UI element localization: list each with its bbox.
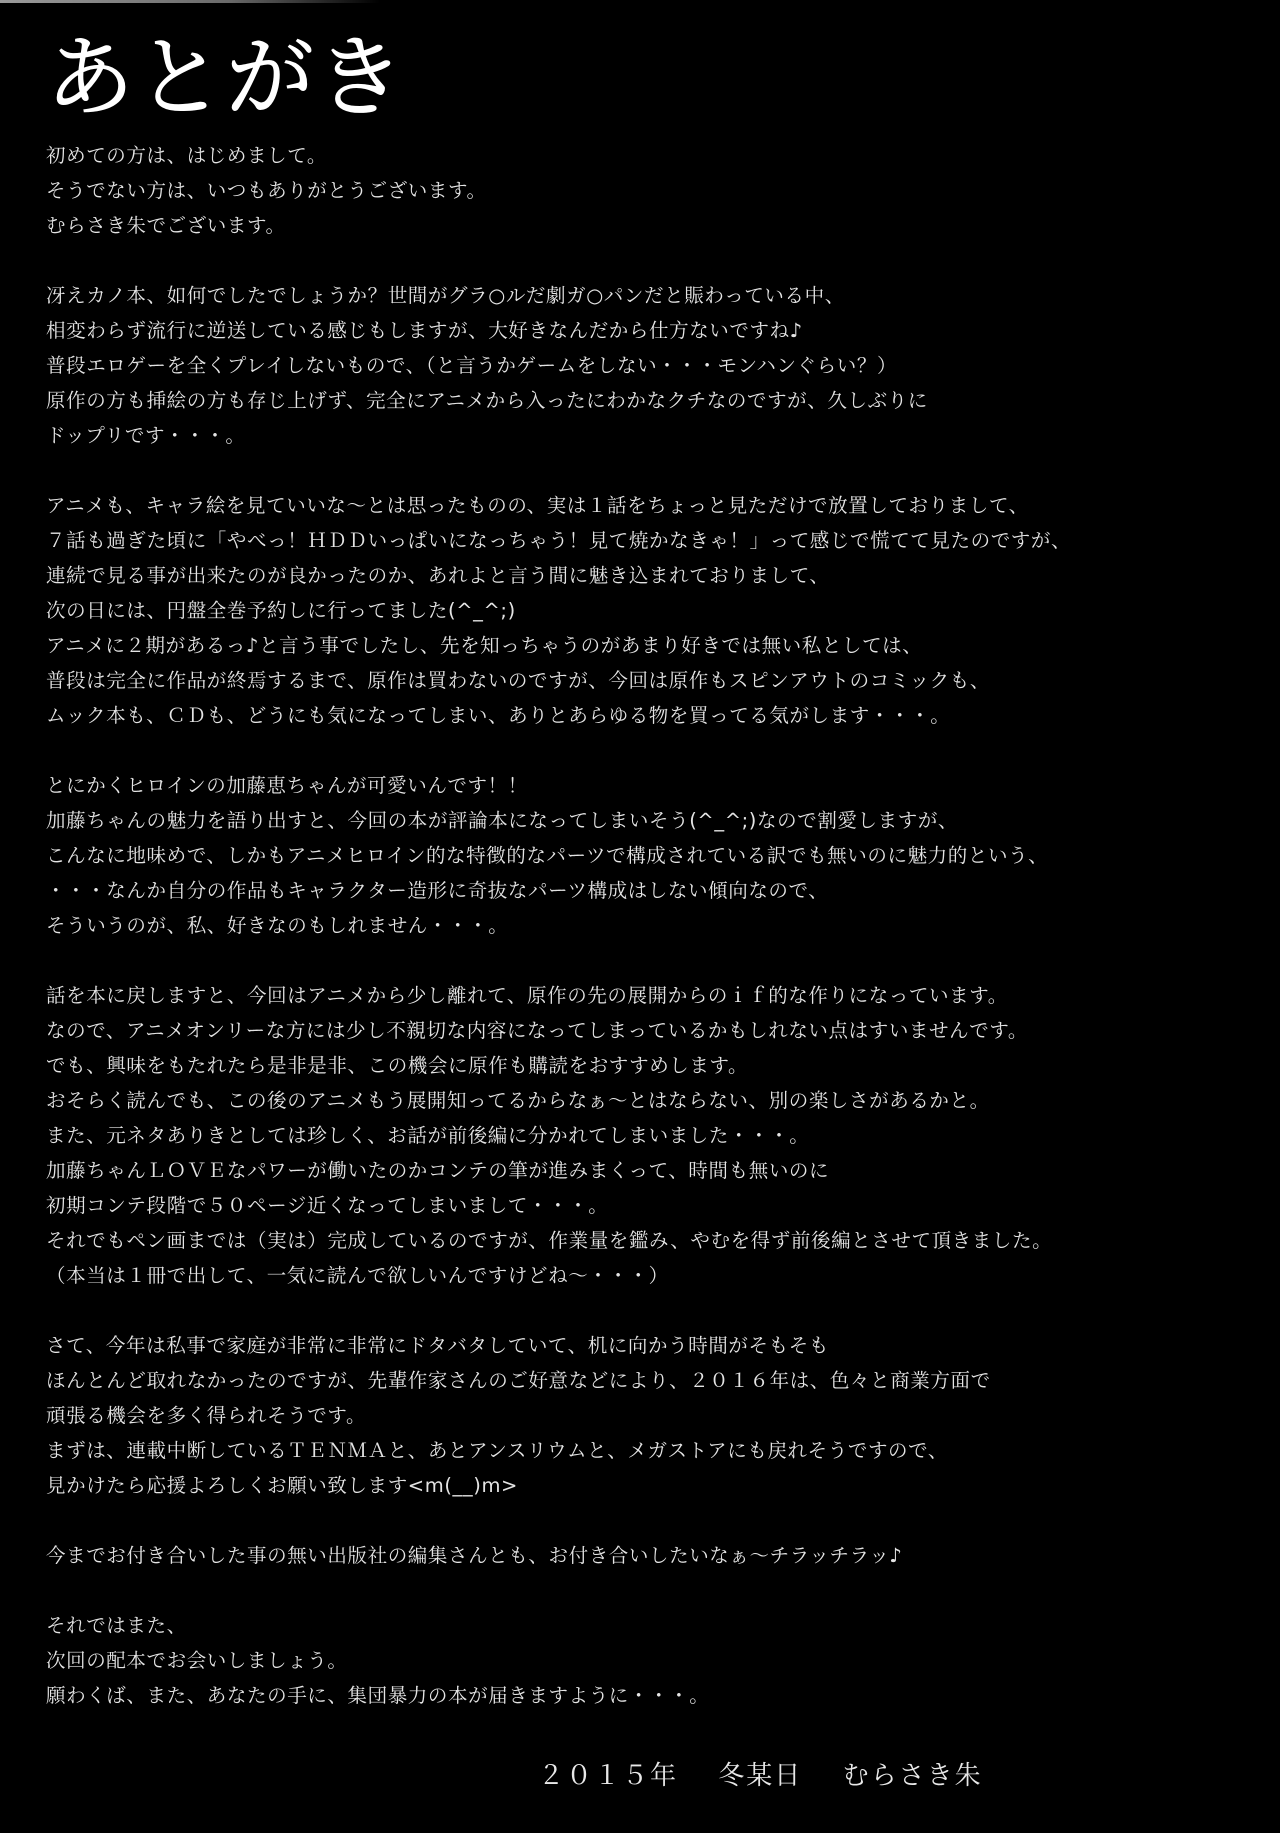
paragraph-closing bbox=[46, 1608, 1266, 1713]
paragraph-news bbox=[46, 1328, 1266, 1503]
paragraph-heroine bbox=[46, 768, 1266, 943]
text-line: ドップリです・・・。 bbox=[46, 424, 246, 447]
signature-author: むらさき朱 bbox=[842, 1761, 983, 1791]
text-line: それではまた、 bbox=[46, 1614, 187, 1637]
text-line: そういうのが、私、好きなのもしれません・・・。 bbox=[46, 914, 509, 937]
text-line: アニメに２期があるっ♪と言う事でしたし、先を知っちゃうのがあまり好きでは無い私としては、 bbox=[46, 634, 923, 657]
paragraph-greeting bbox=[46, 138, 1266, 243]
text-line: 今までお付き合いした事の無い出版社の編集さんとも、お付き合いしたいなぁ～チラッチラッ♪ bbox=[46, 1544, 903, 1567]
text-line: 頑張る機会を多く得られそうです。 bbox=[46, 1404, 367, 1427]
text-line: 連続で見る事が出来たのが良かったのか、あれよと言う間に魅き込まれておりまして、 bbox=[46, 564, 830, 587]
text-line: 次回の配本でお会いしましょう。 bbox=[46, 1649, 348, 1672]
paragraph-anime bbox=[46, 488, 1266, 733]
text-line: まずは、連載中断しているＴＥＮＭＡと、あとアンスリウムと、メガストアにも戻れそうですので、 bbox=[46, 1439, 948, 1462]
paragraph-intro bbox=[46, 278, 1266, 453]
text-line: おそらく読んでも、この後のアニメもう展開知ってるからなぁ～とはならない、別の楽しさがあるかと。 bbox=[46, 1089, 990, 1112]
signature bbox=[538, 1758, 983, 1794]
afterword-body bbox=[46, 138, 1266, 1748]
paragraph-book bbox=[46, 978, 1266, 1293]
text-line: 見かけたら応援よろしくお願い致します<m(__)m> bbox=[46, 1474, 518, 1497]
text-line: とにかくヒロインの加藤恵ちゃんが可愛いんです！！ bbox=[46, 774, 528, 797]
text-line: でも、興味をもたれたら是非是非、この機会に原作も購読をおすすめします。 bbox=[46, 1054, 749, 1077]
text-line: 願わくば、また、あなたの手に、集団暴力の本が届きますように・・・。 bbox=[46, 1684, 710, 1707]
text-line: また、元ネタありきとしては珍しく、お話が前後編に分かれてしまいました・・・。 bbox=[46, 1124, 810, 1147]
text-line: 加藤ちゃんＬＯＶＥなパワーが働いたのかコンテの筆が進みまくって、時間も無いのに bbox=[46, 1159, 830, 1182]
text-line: むらさき朱でございます。 bbox=[46, 214, 286, 237]
text-line: ７話も過ぎた頃に「やべっ！ＨＤＤいっぱいになっちゃう！見て焼かなきゃ！」って感じで慌てて見たのですが、 bbox=[46, 529, 1072, 552]
text-line: 初めての方は、はじめまして。 bbox=[46, 144, 328, 167]
text-line: こんなに地味めで、しかもアニメヒロイン的な特徴的なパーツで構成されている訳でも無いのに魅力的という、 bbox=[46, 844, 1049, 867]
text-line: 冴えカノ本、如何でしたでしょうか？世間がグラ○ルだ劇ガ○パンだと賑わっている中、 bbox=[46, 284, 845, 307]
text-line: 相変わらず流行に逆送している感じもしますが、大好きなんだから仕方ないですね♪ bbox=[46, 319, 803, 342]
text-line: ほんとんど取れなかったのですが、先輩作家さんのご好意などにより、２０１６年は、色々と商業方面で bbox=[46, 1369, 991, 1392]
signature-date: ２０１５年 bbox=[538, 1761, 679, 1791]
paragraph-aside bbox=[46, 1538, 1266, 1573]
text-line: 普段エロゲーを全くプレイしないもので、（と言うかゲームをしない・・・モンハンぐらい？） bbox=[46, 354, 898, 377]
text-line: ムック本も、ＣＤも、どうにも気になってしまい、ありとあらゆる物を買ってる気がします・・・。 bbox=[46, 704, 951, 727]
text-line: そうでない方は、いつもありがとうございます。 bbox=[46, 179, 487, 202]
text-line: アニメも、キャラ絵を見ていいな～とは思ったものの、実は１話をちょっと見ただけで放置しておりまして、 bbox=[46, 494, 1029, 517]
text-line: （本当は１冊で出して、一気に読んで欲しいんですけどね～・・・） bbox=[46, 1264, 669, 1287]
text-line: 普段は完全に作品が終焉するまで、原作は買わないのですが、今回は原作もスピンアウトのコミックも、 bbox=[46, 669, 990, 692]
signature-season: 冬某日 bbox=[718, 1761, 803, 1791]
page-title: あとがき bbox=[46, 26, 407, 129]
text-line: 加藤ちゃんの魅力を語り出すと、今回の本が評論本になってしまいそう(^_^;)なので割愛しますが、 bbox=[46, 809, 959, 832]
text-line: 次の日には、円盤全巻予約しに行ってました(^_^;) bbox=[46, 599, 516, 622]
text-line: さて、今年は私事で家庭が非常に非常にドタバタしていて、机に向かう時間がそもそも bbox=[46, 1334, 829, 1357]
text-line: 話を本に戻しますと、今回はアニメから少し離れて、原作の先の展開からのｉｆ的な作りになっています。 bbox=[46, 984, 1008, 1007]
scan-edge bbox=[0, 0, 380, 3]
text-line: ・・・なんか自分の作品もキャラクター造形に奇抜なパーツ構成はしない傾向なので、 bbox=[46, 879, 829, 902]
text-line: 原作の方も挿絵の方も存じ上げず、完全にアニメから入ったにわかなクチなのですが、久しぶりに bbox=[46, 389, 928, 412]
text-line: それでもペン画までは（実は）完成しているのですが、作業量を鑑み、やむを得ず前後編とさせて頂きました。 bbox=[46, 1229, 1053, 1252]
text-line: なので、アニメオンリーな方には少し不親切な内容になってしまっているかもしれない点はすいませんです。 bbox=[46, 1019, 1028, 1042]
text-line: 初期コンテ段階で５０ページ近くなってしまいまして・・・。 bbox=[46, 1194, 609, 1217]
